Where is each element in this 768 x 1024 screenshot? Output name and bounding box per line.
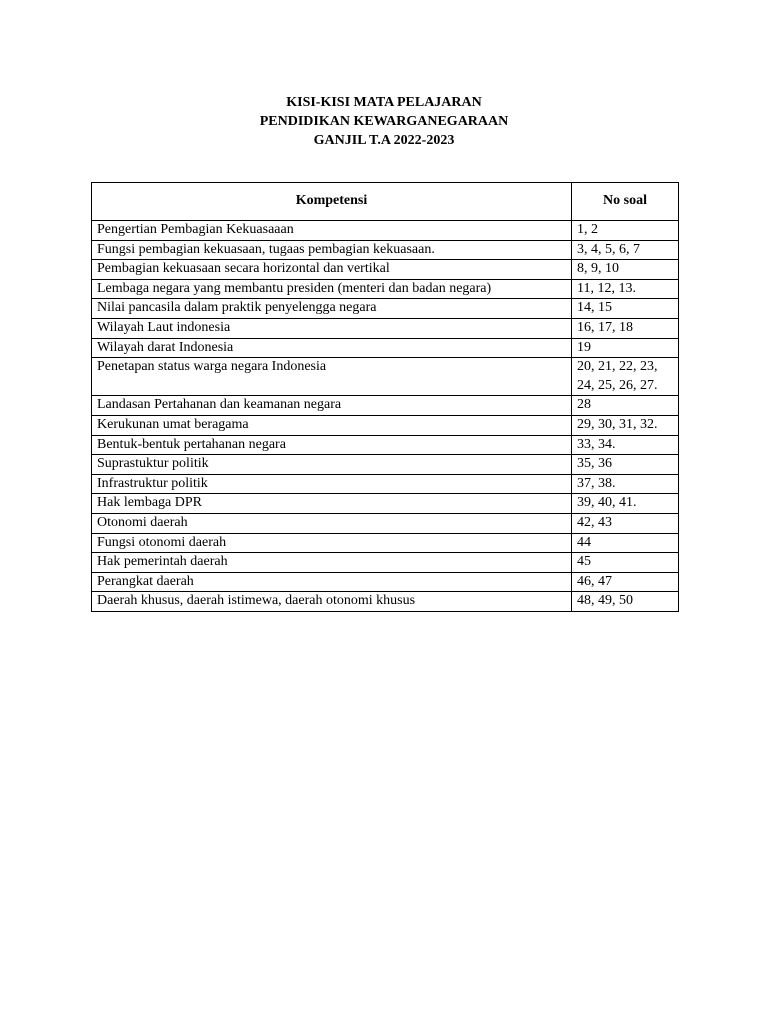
table-header-row: [92, 183, 679, 221]
title-line-1: KISI-KISI MATA PELAJARAN: [286, 95, 482, 110]
no-soal-line: 11, 12, 13.: [577, 280, 636, 296]
kompetensi-cell: Hak lembaga DPR: [92, 494, 572, 514]
no-soal-line: 8, 9, 10: [577, 261, 619, 277]
table-row: [92, 435, 679, 455]
kompetensi-cell: Nilai pancasila dalam praktik penyelengga negara: [92, 299, 572, 319]
no-soal-line: 37, 38.: [577, 475, 616, 491]
kompetensi-cell: Wilayah darat Indonesia: [92, 338, 572, 358]
no-soal-line: 16, 17, 18: [577, 319, 633, 335]
no-soal-line: 45: [577, 554, 591, 570]
kompetensi-cell: Otonomi daerah: [92, 513, 572, 533]
table-row: [92, 572, 679, 592]
no-soal-cell: [572, 415, 679, 435]
kompetensi-cell: Suprastuktur politik: [92, 455, 572, 475]
table-row: [92, 474, 679, 494]
no-soal-cell: [572, 221, 679, 241]
table-row: [92, 396, 679, 416]
no-soal-cell: [572, 299, 679, 319]
title-line-2: PENDIDIKAN KEWARGANEGARAAN: [259, 114, 509, 129]
kompetensi-cell: Kerukunan umat beragama: [92, 415, 572, 435]
kompetensi-cell: Fungsi otonomi daerah: [92, 533, 572, 553]
no-soal-cell: [572, 358, 679, 396]
no-soal-line: 44: [577, 534, 591, 550]
no-soal-line: 35, 36: [577, 456, 612, 472]
table-row: [92, 494, 679, 514]
table-row: [92, 533, 679, 553]
no-soal-cell: [572, 494, 679, 514]
table-row: [92, 592, 679, 612]
no-soal-cell: [572, 513, 679, 533]
no-soal-line: 14, 15: [577, 300, 612, 316]
kompetensi-cell: Daerah khusus, daerah istimewa, daerah otonomi khusus: [92, 592, 572, 612]
table-row: [92, 553, 679, 573]
title-line-3: GANJIL T.A 2022-2023: [313, 133, 455, 148]
no-soal-line: 39, 40, 41.: [577, 495, 637, 511]
table-row: [92, 513, 679, 533]
table-body: [92, 221, 679, 612]
header-no-soal: No soal: [572, 183, 679, 221]
table-row: [92, 299, 679, 319]
no-soal-line: 28: [577, 397, 591, 413]
kompetensi-cell: Fungsi pembagian kekuasaan, tugaas pembagian kekuasaan.: [92, 240, 572, 260]
no-soal-line: 20, 21, 22, 23,: [577, 359, 658, 375]
no-soal-line: 48, 49, 50: [577, 593, 633, 609]
kompetensi-cell: Perangkat daerah: [92, 572, 572, 592]
no-soal-cell: [572, 435, 679, 455]
table-row: [92, 221, 679, 241]
kompetensi-cell: Lembaga negara yang membantu presiden (menteri dan badan negara): [92, 279, 572, 299]
no-soal-cell: [572, 279, 679, 299]
no-soal-line: 19: [577, 339, 591, 355]
no-soal-cell: [572, 260, 679, 280]
no-soal-line: 29, 30, 31, 32.: [577, 416, 658, 432]
no-soal-cell: [572, 474, 679, 494]
kompetensi-cell: Wilayah Laut indonesia: [92, 318, 572, 338]
no-soal-cell: [572, 396, 679, 416]
kompetensi-cell: Infrastruktur politik: [92, 474, 572, 494]
table-row: [92, 318, 679, 338]
kompetensi-cell: Pengertian Pembagian Kekuasaaan: [92, 221, 572, 241]
table-row: [92, 279, 679, 299]
table-row: [92, 240, 679, 260]
kompetensi-cell: Bentuk-bentuk pertahanan negara: [92, 435, 572, 455]
kompetensi-cell: Landasan Pertahanan dan keamanan negara: [92, 396, 572, 416]
no-soal-cell: [572, 592, 679, 612]
kompetensi-cell: Pembagian kekuasaan secara horizontal dan vertikal: [92, 260, 572, 280]
table-row: [92, 260, 679, 280]
no-soal-line: 33, 34.: [577, 436, 616, 452]
table-row: [92, 415, 679, 435]
no-soal-cell: [572, 338, 679, 358]
no-soal-line: 3, 4, 5, 6, 7: [577, 241, 640, 257]
no-soal-line: 42, 43: [577, 514, 612, 530]
no-soal-line: 1, 2: [577, 222, 598, 237]
no-soal-cell: [572, 572, 679, 592]
no-soal-line: 46, 47: [577, 573, 612, 589]
kompetensi-cell: Hak pemerintah daerah: [92, 553, 572, 573]
no-soal-line: 24, 25, 26, 27.: [577, 377, 658, 393]
kompetensi-cell: Penetapan status warga negara Indonesia: [92, 358, 572, 396]
header-kompetensi: Kompetensi: [92, 183, 572, 221]
table-row: [92, 358, 679, 396]
no-soal-cell: [572, 533, 679, 553]
no-soal-cell: [572, 553, 679, 573]
table-row: [92, 455, 679, 475]
no-soal-cell: [572, 318, 679, 338]
no-soal-cell: [572, 455, 679, 475]
no-soal-cell: [572, 240, 679, 260]
document-title: [0, 93, 768, 150]
kisi-table: [91, 182, 679, 612]
table-row: [92, 338, 679, 358]
